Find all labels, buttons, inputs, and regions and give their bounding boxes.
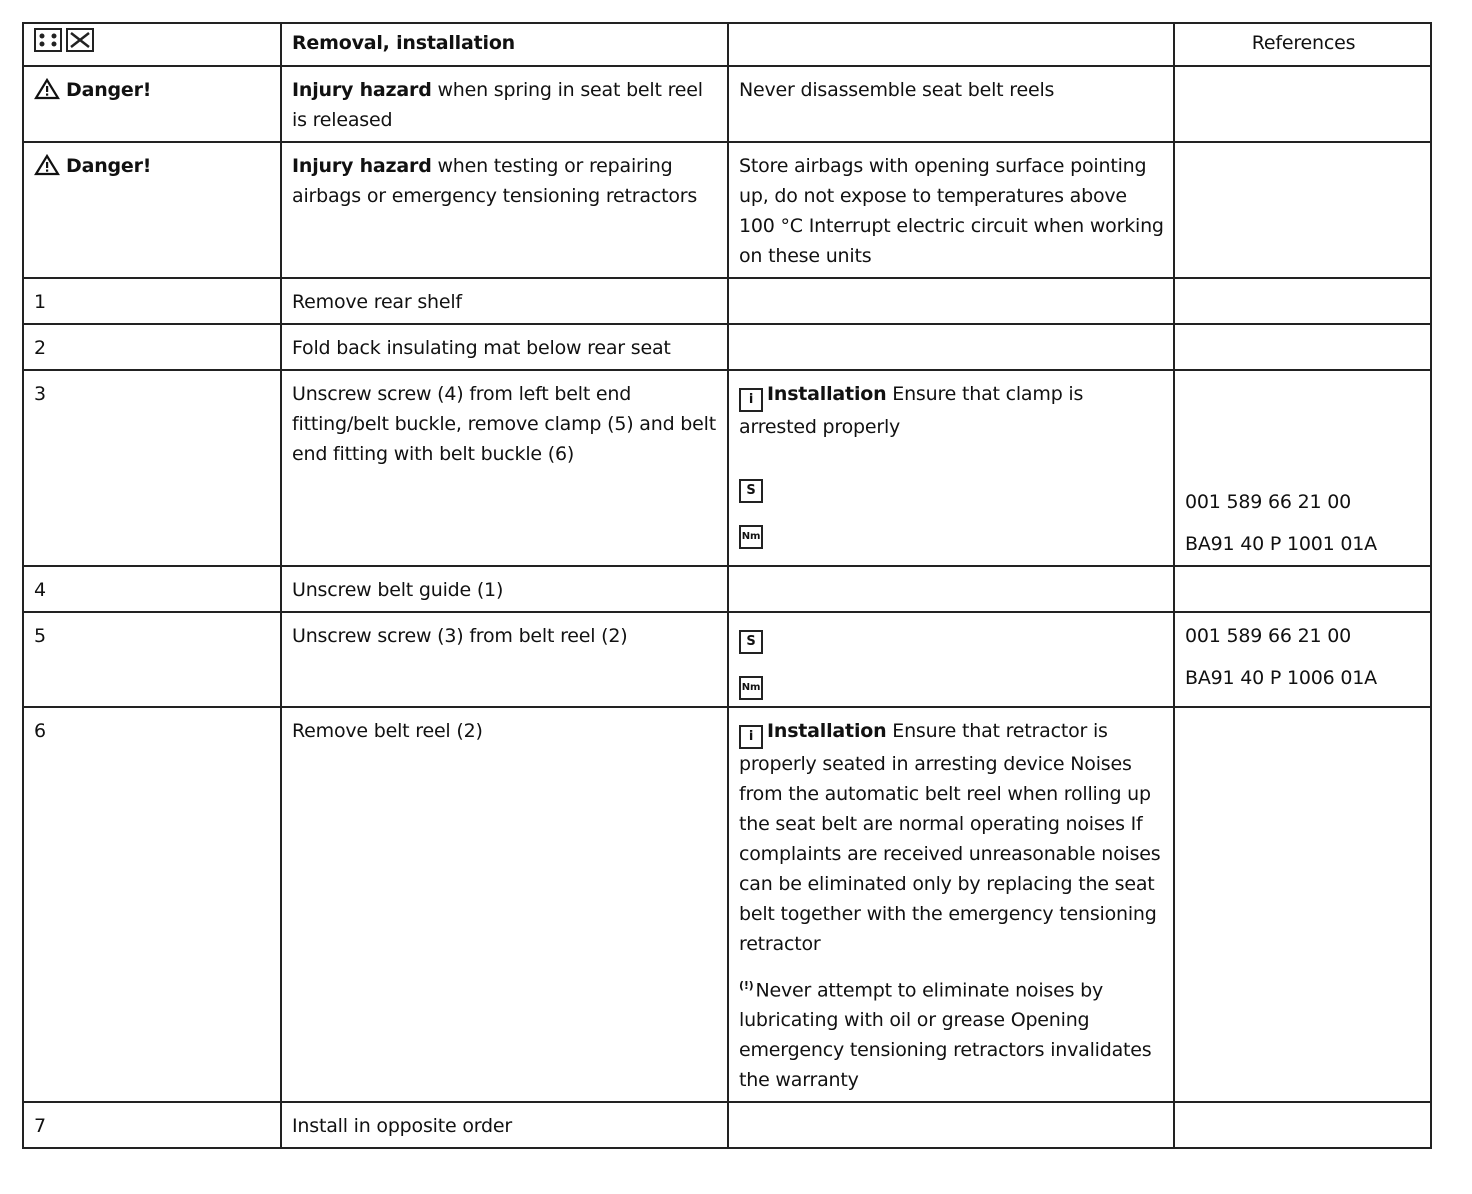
step-note-cell [728, 566, 1174, 612]
spacer [1185, 379, 1422, 487]
step-ref-cell [1174, 1102, 1431, 1148]
torque-icon-row [739, 515, 1165, 549]
installation-text: Ensure that clamp is arrested properly [739, 383, 1084, 438]
tool-icon-row [739, 470, 1165, 503]
installation-text: Ensure that retractor is properly seated in arresting device Noises from the automatic belt reel when rolling up the seat belt are normal operating noises If complaints are received unreasonable noises can be eliminated only by replacing the seat belt together with the emergency tensioning retractor [739, 720, 1161, 955]
installation-note [739, 379, 1165, 442]
step-number: 1 [23, 278, 281, 324]
note-mark: (!) [739, 979, 754, 992]
spacer [1185, 651, 1422, 663]
special-tool-icon: S [739, 630, 763, 654]
step-text: Unscrew screw (4) from left belt end fitting/belt buckle, remove clamp (5) and belt end fitting with belt buckle (6) [281, 370, 728, 566]
installation-label: Installation [767, 720, 887, 742]
danger-label-cell [23, 142, 281, 278]
references-header: References [1174, 23, 1431, 66]
step-ref-cell [1174, 370, 1431, 566]
danger-ref-cell [1174, 66, 1431, 142]
tool-icon-row [739, 621, 1165, 654]
step-note-cell [728, 612, 1174, 707]
step-note-cell [728, 278, 1174, 324]
torque-reference: BA91 40 P 1001 01A [1185, 533, 1377, 555]
step-row [23, 1102, 1431, 1148]
step-note-cell [728, 707, 1174, 1102]
step-text: Fold back insulating mat below rear seat [281, 324, 728, 370]
hazard-bold: Injury hazard [292, 79, 432, 101]
step-note-cell [728, 370, 1174, 566]
danger-hazard-cell [281, 142, 728, 278]
step-row [23, 370, 1431, 566]
hazard-text: when testing or repairing airbags or emergency tensioning retractors [292, 155, 698, 207]
step-ref-cell [1174, 612, 1431, 707]
step-text: Remove rear shelf [281, 278, 728, 324]
step-number: 5 [23, 612, 281, 707]
danger-label: Danger! [66, 79, 152, 101]
special-tool-icon: S [739, 479, 763, 503]
spacer [739, 959, 1165, 971]
step-ref-cell [1174, 566, 1431, 612]
step-ref-cell [1174, 324, 1431, 370]
header-row [23, 23, 1431, 66]
step-row [23, 278, 1431, 324]
header-title: Removal, installation [281, 23, 728, 66]
spacer [739, 442, 1165, 470]
torque-icon: Nm [739, 676, 763, 700]
step-text: Unscrew screw (3) from belt reel (2) [281, 612, 728, 707]
danger-hazard-cell [281, 66, 728, 142]
warning-triangle-icon [34, 78, 60, 100]
installation-note [739, 716, 1165, 959]
warning-triangle-icon [34, 154, 60, 176]
step-number: 6 [23, 707, 281, 1102]
danger-row [23, 66, 1431, 142]
hazard-bold: Injury hazard [292, 155, 432, 177]
torque-icon-row [739, 666, 1165, 700]
spacer [1185, 517, 1422, 529]
info-icon: i [739, 725, 763, 749]
step-row [23, 612, 1431, 707]
info-icon: i [739, 388, 763, 412]
vehicle-model-icon [34, 28, 96, 52]
torque-icon: Nm [739, 525, 763, 549]
step-text: Unscrew belt guide (1) [281, 566, 728, 612]
tool-reference: 001 589 66 21 00 [1185, 625, 1352, 647]
spacer [739, 654, 1165, 666]
danger-label: Danger! [66, 155, 152, 177]
step-row [23, 324, 1431, 370]
caution-text: Never attempt to eliminate noises by lubricating with oil or grease Opening emergency tensioning retractors invalidates the warranty [739, 979, 1152, 1092]
step-note-cell [728, 1102, 1174, 1148]
step-number: 2 [23, 324, 281, 370]
step-note-cell [728, 324, 1174, 370]
step-text: Remove belt reel (2) [281, 707, 728, 1102]
tool-reference: 001 589 66 21 00 [1185, 491, 1352, 513]
installation-label: Installation [767, 383, 887, 405]
danger-note-cell: Store airbags with opening surface pointing up, do not expose to temperatures above 100 °C Interrupt electric circuit when working on these units [728, 142, 1174, 278]
procedure-table [22, 22, 1432, 1149]
step-ref-cell [1174, 707, 1431, 1102]
header-empty-cell [728, 23, 1174, 66]
caution-note [739, 971, 1165, 1095]
header-icons-cell [23, 23, 281, 66]
danger-ref-cell [1174, 142, 1431, 278]
danger-note-cell: Never disassemble seat belt reels [728, 66, 1174, 142]
step-number: 4 [23, 566, 281, 612]
step-ref-cell [1174, 278, 1431, 324]
step-number: 7 [23, 1102, 281, 1148]
spacer [739, 503, 1165, 515]
danger-row [23, 142, 1431, 278]
torque-reference: BA91 40 P 1006 01A [1185, 667, 1377, 689]
step-row [23, 566, 1431, 612]
hazard-text: when spring in seat belt reel is released [292, 79, 703, 131]
danger-label-cell [23, 66, 281, 142]
step-row [23, 707, 1431, 1102]
step-text: Install in opposite order [281, 1102, 728, 1148]
step-number: 3 [23, 370, 281, 566]
